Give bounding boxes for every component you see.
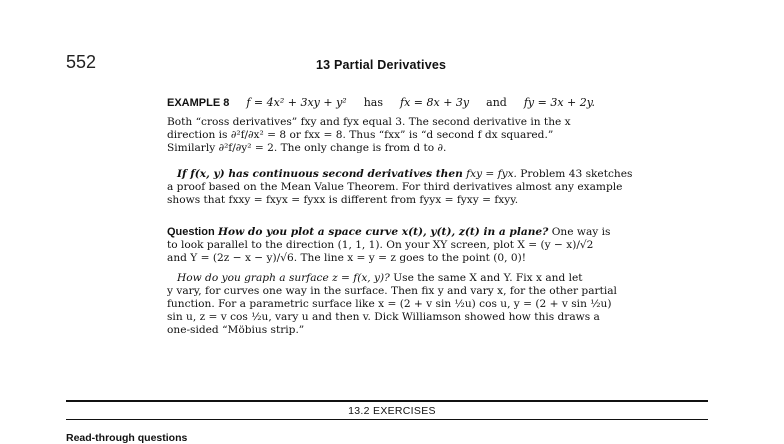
text-line — [167, 226, 611, 239]
example-and: and — [486, 96, 507, 109]
example-fx: fx = 8x + 3y — [400, 96, 470, 109]
text-line: one-sided “Möbius strip.” — [167, 324, 305, 337]
question-lead: How do you plot a space curve x(t), y(t), z(t) in a plane? — [218, 226, 549, 238]
text-line: Similarly ∂²f/∂y² = 2. The only change is from d to ∂. — [167, 142, 447, 155]
readthrough-heading: Read-through questions — [66, 432, 188, 444]
exercises-bottom-rule — [66, 419, 708, 420]
example-8-line — [167, 96, 595, 109]
text-line: shows that fxxy = fxyx = fyxx is different from fyyx = fyxy = fxyy. — [167, 194, 519, 207]
page-number: 552 — [66, 52, 97, 72]
paragraph-continuous-derivatives — [167, 168, 633, 207]
text-line: sin u, z = v cos ½u, vary u and then v. Dick Williamson showed how this draws a — [167, 311, 600, 324]
theorem-rest: Problem 43 sketches — [520, 168, 633, 180]
surface-lead: How do you graph a surface z = f(x, y)? — [177, 272, 390, 284]
paragraph-surface — [167, 272, 617, 337]
text-line: Both “cross derivatives” fxy and fyx equal 3. The second derivative in the x — [167, 116, 571, 128]
theorem-equation: fxy = fyx. — [466, 168, 517, 180]
text-line — [167, 168, 633, 181]
surface-rest: Use the same X and Y. Fix x and let — [393, 272, 583, 284]
example-equation: f = 4x² + 3xy + y² — [246, 96, 347, 109]
text-line: a proof based on the Mean Value Theorem. For third derivatives almost any example — [167, 181, 623, 194]
theorem-lead: If f(x, y) has continuous second derivatives then — [177, 168, 463, 180]
text-line: to look parallel to the direction (1, 1, 1). On your XY screen, plot X = (y − x)/√2 — [167, 239, 594, 252]
chapter-title: 13 Partial Derivatives — [316, 58, 447, 72]
text-line — [167, 272, 605, 285]
exercises-title: 13.2 EXERCISES — [348, 405, 436, 417]
exercises-top-rule — [66, 400, 708, 402]
text-line: direction is ∂²f/∂x² = 8 or fxx = 8. Thus “fxx” is “d second f dx squared.” — [167, 129, 554, 142]
example-fy: fy = 3x + 2y. — [523, 96, 595, 109]
question-label: Question — [167, 226, 215, 238]
question-rest: One way is — [551, 226, 611, 238]
example-has: has — [363, 96, 384, 109]
example-label: EXAMPLE 8 — [167, 97, 230, 109]
paragraph-question — [167, 226, 611, 265]
text-line: and Y = (2z − x − y)/√6. The line x = y = z goes to the point (0, 0)! — [167, 252, 527, 265]
paragraph-cross-derivatives — [167, 116, 605, 155]
text-line: function. For a parametric surface like x = (2 + v sin ½u) cos u, y = (2 + v sin ½u) — [167, 298, 612, 311]
text-line: y vary, for curves one way in the surface. Then fix y and vary x, for the other partial — [167, 285, 617, 298]
